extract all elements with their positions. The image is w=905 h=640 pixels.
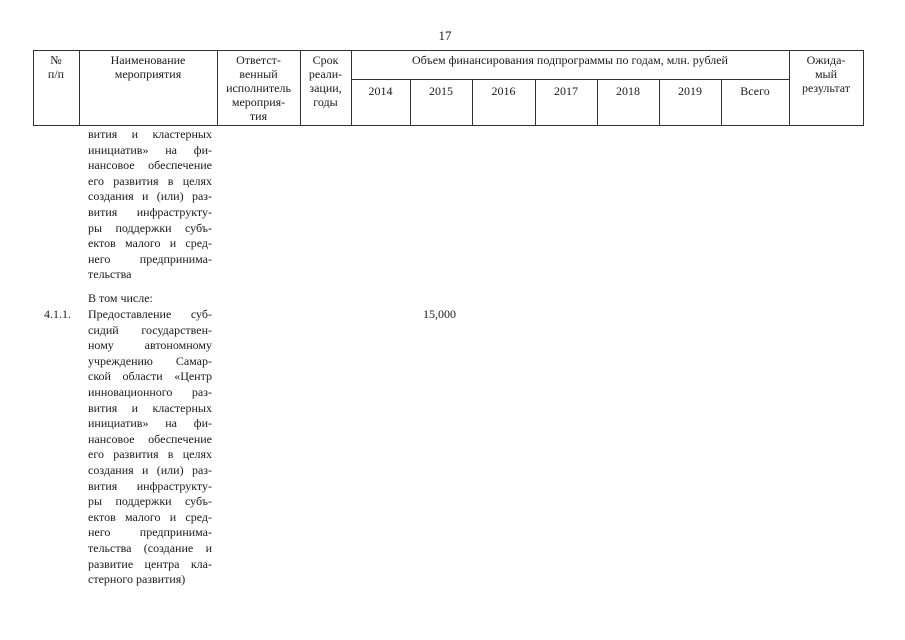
text-line: ному автономному	[88, 338, 212, 353]
text-line: создания и (или) раз-	[88, 462, 212, 477]
years-divider-line	[351, 79, 789, 80]
text-line: сидий государствен-	[88, 322, 212, 337]
header-bottom-border	[33, 125, 863, 126]
text-line: ектов малого и сред-	[88, 509, 212, 524]
text-line: его развития в целях	[88, 173, 212, 188]
text-line: его развития в целях	[88, 447, 212, 462]
year-2019: 2019	[678, 84, 702, 98]
text-line: него предпринима-	[88, 525, 212, 540]
year-total: Всего	[740, 84, 770, 98]
text-line: тельства	[88, 267, 132, 282]
text-line: инициатив» на фи-	[88, 416, 212, 431]
header-text: венный	[239, 67, 278, 81]
page-number: 17	[438, 28, 452, 43]
col-border	[863, 50, 864, 126]
text-line: вития и кластерных	[88, 127, 212, 141]
text-line: ры поддержки субъ-	[88, 220, 212, 235]
header-text: тия	[249, 109, 268, 123]
text-line: вития инфраструкту-	[88, 478, 212, 493]
header-text: зации,	[309, 81, 342, 95]
text-line: учреждению Самар-	[88, 353, 212, 368]
header-text: Срок	[312, 53, 339, 67]
header-text: исполнитель	[226, 81, 291, 95]
header-text: реали-	[308, 67, 343, 81]
year-2016: 2016	[491, 84, 516, 98]
item-number: 4.1.1.	[44, 307, 71, 321]
header-text: мый	[814, 67, 838, 81]
header-col-number	[33, 53, 79, 81]
item-description	[88, 307, 212, 588]
header-col-financing: Объем финансирования подпрограммы по годам, млн. рублей	[412, 53, 728, 67]
text-line: вития инфраструкту-	[88, 204, 212, 219]
text-line: создания и (или) раз-	[88, 189, 212, 204]
header-text: п/п	[47, 67, 65, 81]
text-line: нансовое обеспечение	[88, 158, 212, 173]
header-text: результат	[801, 81, 851, 95]
text-line: инициатив» на фи-	[88, 142, 212, 157]
header-col-term	[300, 53, 351, 109]
header-text: Наименование	[110, 53, 186, 67]
header-text: Ожида-	[806, 53, 846, 67]
header-col-name	[79, 53, 217, 81]
text-line: Предоставление суб-	[88, 307, 212, 321]
text-line: ской области «Центр	[88, 369, 212, 384]
including-label: В том числе:	[88, 291, 153, 305]
header-text: годы	[313, 95, 338, 109]
year-2018: 2018	[616, 84, 640, 98]
header-col-responsible	[217, 53, 300, 123]
year-2014: 2014	[368, 84, 393, 98]
text-line: него предпринима-	[88, 251, 212, 266]
header-top-border	[33, 50, 863, 51]
text-line: инновационного раз-	[88, 384, 212, 399]
continuation-text	[88, 127, 212, 283]
header-text: мероприятия	[114, 67, 182, 81]
text-line: ектов малого и сред-	[88, 236, 212, 251]
header-text: мероприя-	[231, 95, 286, 109]
header-col-result	[789, 53, 863, 95]
header-text: №	[50, 53, 62, 67]
year-2015: 2015	[429, 84, 453, 98]
text-line: развитие центра кла-	[88, 556, 212, 571]
text-line: нансовое обеспечение	[88, 431, 212, 446]
year-2017: 2017	[554, 84, 578, 98]
text-line: ры поддержки субъ-	[88, 494, 212, 509]
text-line: стерного развития)	[88, 572, 186, 587]
header-text: Ответст-	[236, 53, 281, 67]
text-line: тельства (создание и	[88, 540, 212, 555]
item-amount-2015: 15,000	[423, 307, 456, 321]
text-line: вития и кластерных	[88, 400, 212, 415]
